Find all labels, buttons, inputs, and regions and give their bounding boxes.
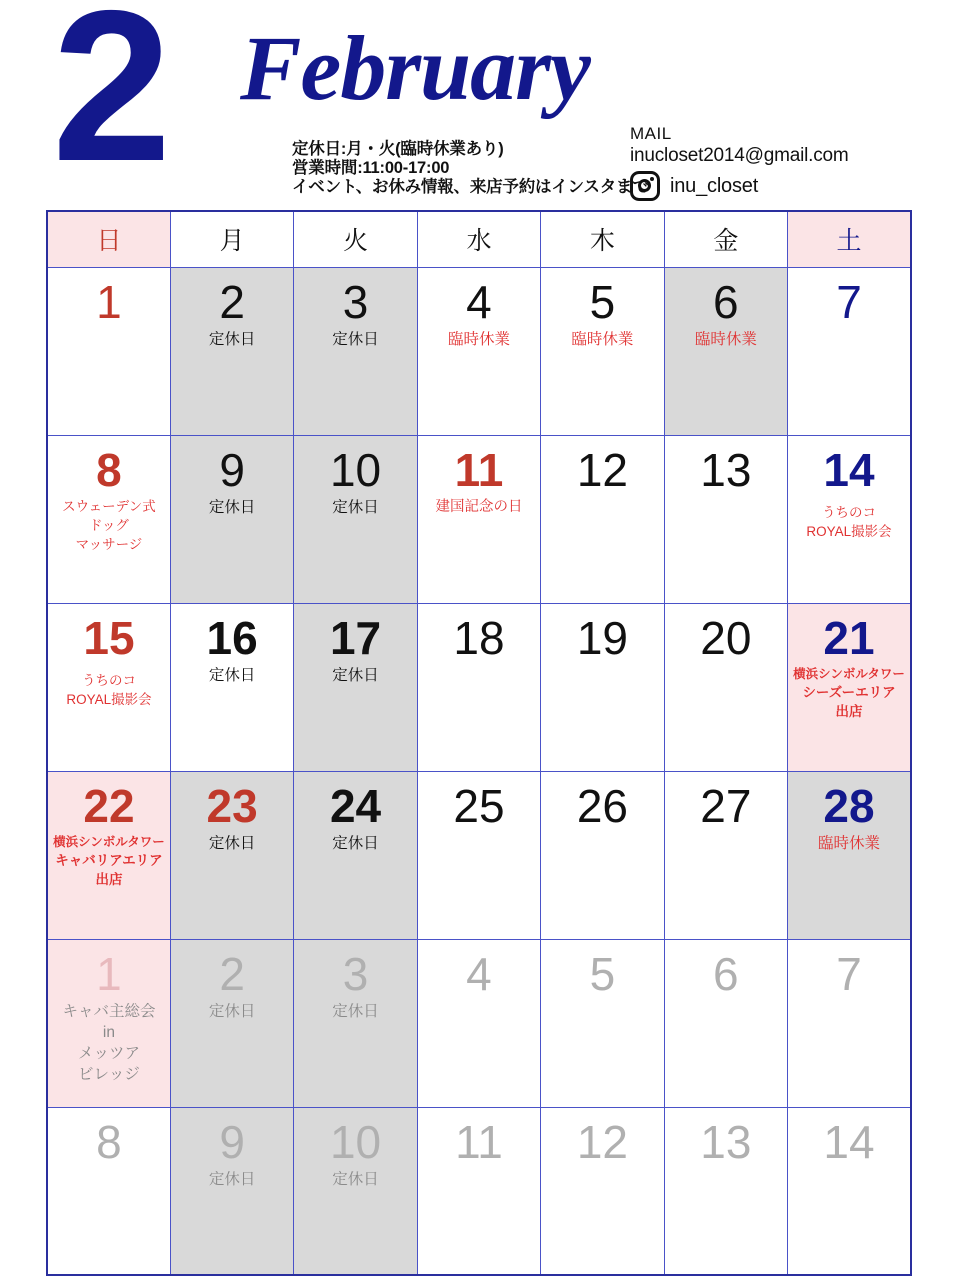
day-number: 10 — [329, 1115, 382, 1168]
mail-label: MAIL — [630, 124, 672, 143]
calendar-day-cell[interactable] — [170, 939, 293, 1107]
day-number: 6 — [713, 947, 739, 1000]
weekday-header-2: 火 — [294, 211, 417, 267]
month-name: February — [240, 17, 590, 119]
day-note: ドッグ — [88, 517, 129, 533]
calendar-day-cell[interactable] — [417, 1107, 540, 1275]
day-note: メッツア — [77, 1044, 140, 1062]
day-note: ROYAL撮影会 — [806, 523, 892, 539]
calendar-day-cell[interactable] — [664, 267, 787, 435]
calendar-day-cell[interactable] — [170, 267, 293, 435]
day-number: 13 — [700, 1115, 752, 1168]
day-note: 定休日 — [332, 330, 379, 348]
calendar-day-cell[interactable] — [788, 435, 911, 603]
day-number: 23 — [206, 779, 258, 832]
day-note: キャバ主総会 — [62, 1002, 156, 1020]
calendar-day-cell[interactable] — [47, 435, 170, 603]
day-note: 定休日 — [208, 834, 256, 852]
day-note: ROYAL撮影会 — [66, 691, 152, 707]
day-number: 9 — [219, 1115, 245, 1168]
calendar-day-cell[interactable] — [47, 267, 170, 435]
calendar-day-cell[interactable] — [170, 771, 293, 939]
day-note: 臨時休業 — [571, 330, 634, 348]
info-line-hours: 営業時間:11:00-17:00 — [292, 159, 450, 177]
calendar-day-cell[interactable] — [417, 939, 540, 1107]
day-number: 7 — [836, 275, 862, 328]
day-number: 5 — [589, 275, 616, 328]
day-number: 3 — [342, 275, 369, 328]
day-number: 28 — [823, 779, 875, 832]
calendar-body — [47, 267, 911, 1275]
day-number: 12 — [576, 1115, 628, 1168]
day-number: 2 — [219, 947, 245, 1000]
day-number: 21 — [823, 611, 875, 664]
day-number: 4 — [466, 275, 492, 328]
weekday-header-3: 水 — [417, 211, 540, 267]
day-note: 建国記念の日 — [435, 498, 523, 515]
day-number: 27 — [700, 779, 752, 832]
calendar-day-cell[interactable] — [417, 771, 540, 939]
calendar-day-cell[interactable] — [47, 771, 170, 939]
day-note: 臨時休業 — [818, 834, 881, 852]
calendar-day-cell[interactable] — [788, 1107, 911, 1275]
day-note: キャバリアエリア — [55, 852, 163, 868]
weekday-header-4: 木 — [541, 211, 664, 267]
info-line-events: イベント、お休み情報、来店予約はインスタまで — [292, 178, 649, 196]
calendar-day-cell[interactable] — [294, 435, 417, 603]
calendar-day-cell[interactable] — [417, 603, 540, 771]
calendar-day-cell[interactable] — [170, 435, 293, 603]
instagram-row[interactable] — [630, 171, 849, 201]
day-note: 定休日 — [332, 834, 379, 852]
day-number: 26 — [576, 779, 628, 832]
calendar-day-cell[interactable] — [664, 1107, 787, 1275]
weekday-header-6: 土 — [788, 211, 911, 267]
weekday-header-row — [47, 211, 911, 267]
calendar-day-cell[interactable] — [47, 603, 170, 771]
calendar-week-row — [47, 939, 911, 1107]
day-number: 8 — [96, 1115, 122, 1168]
day-note: 定休日 — [208, 666, 256, 684]
day-note: 出店 — [835, 703, 863, 719]
instagram-icon — [630, 171, 660, 201]
calendar-day-cell[interactable] — [294, 603, 417, 771]
day-number: 20 — [700, 611, 752, 664]
day-number: 1 — [96, 947, 122, 1000]
calendar-day-cell[interactable] — [294, 771, 417, 939]
day-note: 定休日 — [332, 498, 379, 516]
mail-address[interactable]: inucloset2014@gmail.com — [630, 145, 849, 166]
calendar-day-cell[interactable] — [47, 939, 170, 1107]
day-note: スウェーデン式 — [62, 498, 156, 514]
calendar-week-row — [47, 435, 911, 603]
calendar-day-cell[interactable] — [170, 603, 293, 771]
calendar-day-cell[interactable] — [170, 1107, 293, 1275]
month-number: 2 — [52, 0, 166, 206]
day-number: 11 — [454, 443, 504, 496]
day-note: ビレッジ — [78, 1065, 140, 1083]
day-note: 出店 — [95, 871, 123, 887]
calendar-day-cell[interactable] — [664, 771, 787, 939]
info-line-holidays: 定休日:月・火(臨時休業あり) — [292, 140, 504, 158]
day-note: 定休日 — [332, 666, 379, 684]
calendar-header — [0, 0, 960, 206]
day-note: うちのコ — [822, 504, 877, 520]
calendar-day-cell[interactable] — [417, 435, 540, 603]
calendar-day-cell[interactable] — [47, 1107, 170, 1275]
calendar-day-cell[interactable] — [541, 939, 664, 1107]
day-note: 定休日 — [208, 498, 256, 516]
calendar-day-cell[interactable] — [541, 603, 664, 771]
calendar-day-cell[interactable] — [541, 435, 664, 603]
calendar-day-cell[interactable] — [541, 267, 664, 435]
day-note: 定休日 — [208, 1170, 256, 1188]
calendar-table — [46, 210, 912, 1276]
day-number: 25 — [453, 779, 505, 832]
weekday-header-0: 日 — [47, 211, 170, 267]
day-number: 4 — [466, 947, 492, 1000]
day-note: うちのコ — [81, 672, 136, 688]
calendar-week-row — [47, 771, 911, 939]
weekday-header-1: 月 — [170, 211, 293, 267]
day-number: 24 — [329, 779, 382, 832]
day-number: 19 — [576, 611, 628, 664]
day-note: 横浜シンボルタワー — [53, 834, 165, 849]
day-number: 17 — [329, 611, 382, 664]
day-number: 14 — [823, 443, 875, 496]
day-note: 定休日 — [208, 330, 256, 348]
day-note: 横浜シンボルタワー — [793, 666, 905, 681]
day-number: 16 — [206, 611, 258, 664]
day-number: 13 — [700, 443, 752, 496]
day-note: 定休日 — [332, 1002, 379, 1020]
calendar-day-cell[interactable] — [541, 771, 664, 939]
day-note: 臨時休業 — [447, 330, 510, 348]
calendar-day-cell[interactable] — [664, 939, 787, 1107]
calendar-day-cell[interactable] — [664, 603, 787, 771]
day-number: 15 — [83, 611, 135, 664]
day-number: 14 — [823, 1115, 875, 1168]
day-number: 5 — [589, 947, 616, 1000]
day-number: 8 — [96, 443, 122, 496]
calendar-day-cell[interactable] — [788, 603, 911, 771]
day-number: 7 — [836, 947, 862, 1000]
calendar-day-cell[interactable] — [788, 267, 911, 435]
day-number: 6 — [713, 275, 739, 328]
calendar-day-cell[interactable] — [294, 267, 417, 435]
contact-info — [630, 124, 849, 201]
calendar-day-cell[interactable] — [294, 939, 417, 1107]
day-number: 11 — [455, 1115, 503, 1168]
day-number: 2 — [219, 275, 245, 328]
day-note: 臨時休業 — [694, 330, 757, 348]
day-note: シーズーエリア — [802, 684, 896, 700]
day-number: 1 — [96, 275, 122, 328]
day-note: 定休日 — [208, 1002, 256, 1020]
day-note: in — [102, 1023, 115, 1041]
calendar-day-cell[interactable] — [788, 939, 911, 1107]
weekday-header-5: 金 — [664, 211, 787, 267]
instagram-handle: inu_closet — [670, 174, 759, 197]
calendar-day-cell[interactable] — [541, 1107, 664, 1275]
day-number: 18 — [453, 611, 505, 664]
day-number: 12 — [576, 443, 628, 496]
shop-info — [292, 140, 649, 197]
calendar-week-row — [47, 1107, 911, 1275]
day-note: マッサージ — [75, 536, 143, 552]
calendar-week-row — [47, 267, 911, 435]
day-number: 9 — [219, 443, 245, 496]
day-number: 22 — [83, 779, 135, 832]
calendar-day-cell[interactable] — [294, 1107, 417, 1275]
calendar-day-cell[interactable] — [664, 435, 787, 603]
day-note: 定休日 — [332, 1170, 379, 1188]
day-number: 3 — [342, 947, 369, 1000]
calendar-day-cell[interactable] — [417, 267, 540, 435]
calendar-week-row — [47, 603, 911, 771]
day-number: 10 — [329, 443, 382, 496]
calendar-day-cell[interactable] — [788, 771, 911, 939]
